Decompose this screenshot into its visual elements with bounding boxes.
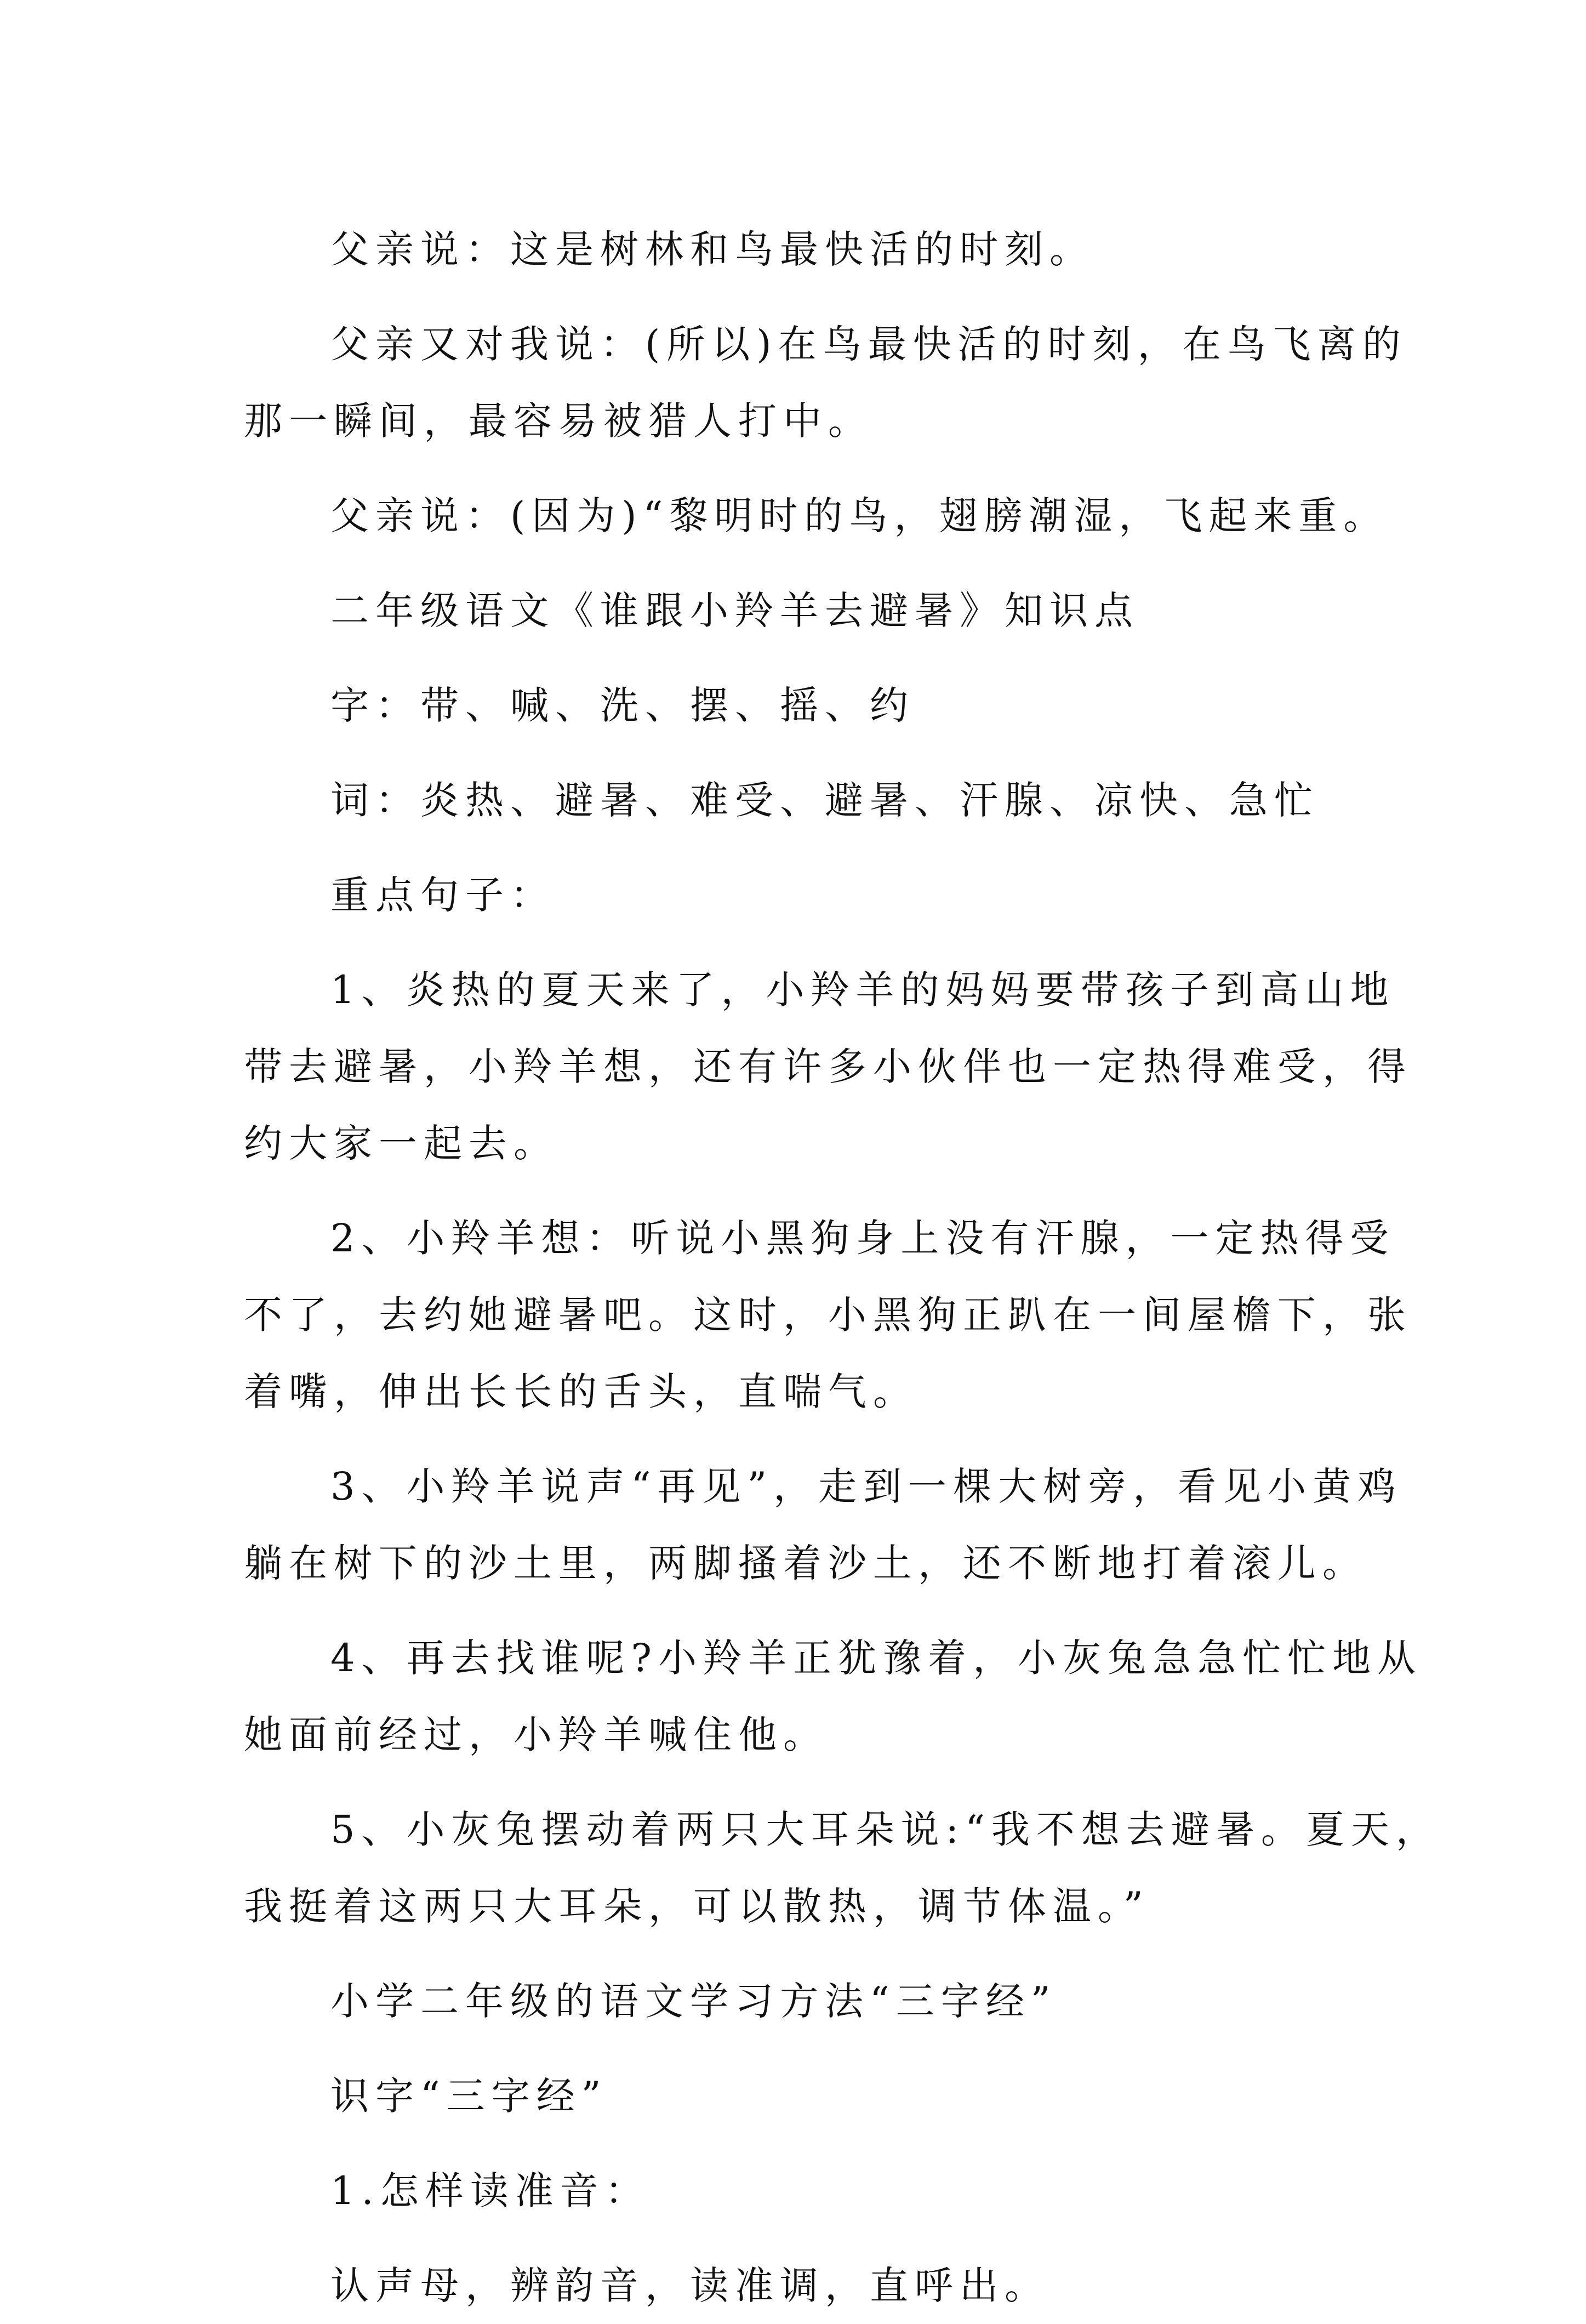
sentence-1 <box>244 952 1412 1182</box>
method-heading <box>244 1963 1356 2040</box>
sentence-4 <box>244 1620 1423 1773</box>
paragraph-2 <box>244 306 1407 459</box>
characters-list <box>244 667 1356 744</box>
text-line: 父亲说：这是树林和鸟最快活的时刻。 <box>330 227 1094 272</box>
key-sentences-heading <box>244 857 1356 933</box>
pronunciation-heading <box>244 2152 1356 2229</box>
text-line: 5、小灰兔摆动着两只大耳朵说:“我不想去避暑。夏天， <box>330 1807 1441 1852</box>
text-line: 着嘴，伸出长长的舌头，直喘气。 <box>244 1369 918 1414</box>
sentence-2 <box>244 1200 1412 1430</box>
text-line: 约大家一起去。 <box>244 1121 558 1166</box>
text-line: 父亲说：(因为)“黎明时的鸟，翅膀潮湿，飞起来重。 <box>330 493 1389 538</box>
text-line: 躺在树下的沙土里，两脚搔着沙土，还不断地打着滚儿。 <box>244 1541 1367 1586</box>
text-line: 2、小羚羊想：听说小黑狗身上没有汗腺，一定热得受 <box>330 1216 1395 1261</box>
sentence-3 <box>244 1448 1403 1602</box>
paragraph-3 <box>244 477 1389 554</box>
sentence-5 <box>244 1791 1441 1945</box>
literacy-heading <box>244 2058 1356 2134</box>
text-line: 我挺着这两只大耳朵，可以散热，调节体温。” <box>244 1884 1150 1929</box>
text-line: 重点句子： <box>330 873 555 918</box>
text-line: 1、炎热的夏天来了，小羚羊的妈妈要带孩子到高山地 <box>330 967 1395 1012</box>
text-line: 字：带、喊、洗、摆、摇、约 <box>330 683 915 728</box>
pronunciation-rule <box>244 2247 1356 2324</box>
text-line: 小学二年级的语文学习方法“三字经” <box>330 1979 1057 2024</box>
text-line: 二年级语文《谁跟小羚羊去避暑》知识点 <box>330 588 1139 633</box>
text-line: 3、小羚羊说声“再见”，走到一棵大树旁，看见小黄鸡 <box>330 1464 1403 1509</box>
text-line: 认声母，辨韵音，读准调，直呼出。 <box>330 2263 1049 2308</box>
paragraph-1 <box>244 211 1356 288</box>
text-line: 不了，去约她避暑吧。这时，小黑狗正趴在一间屋檐下，张 <box>244 1292 1412 1337</box>
text-line: 词：炎热、避暑、难受、避暑、汗腺、凉快、急忙 <box>330 778 1319 823</box>
text-line: 父亲又对我说：(所以)在鸟最快活的时刻，在鸟飞离的 <box>330 322 1407 367</box>
document-body <box>244 211 1441 2324</box>
text-line: 那一瞬间，最容易被猎人打中。 <box>244 398 873 443</box>
text-line: 带去避暑，小羚羊想，还有许多小伙伴也一定热得难受，得 <box>244 1044 1412 1089</box>
text-line: 识字“三字经” <box>330 2074 608 2118</box>
text-line: 1.怎样读准音： <box>330 2168 650 2213</box>
section-heading <box>244 572 1356 649</box>
words-list <box>244 762 1356 839</box>
text-line: 她面前经过，小羚羊喊住他。 <box>244 1712 828 1757</box>
text-line: 4、再去找谁呢?小羚羊正犹豫着，小灰兔急急忙忙地从 <box>330 1636 1423 1681</box>
